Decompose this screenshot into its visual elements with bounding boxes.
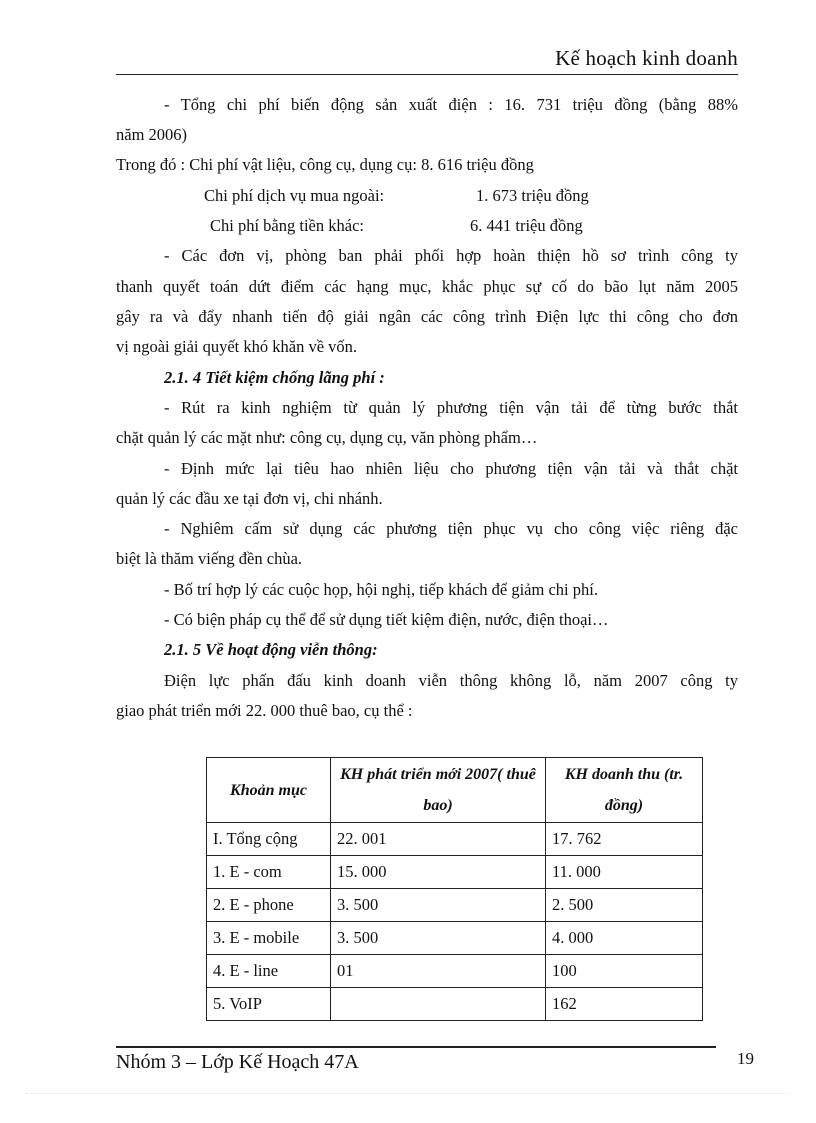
header-title: Kế hoạch kinh doanh (555, 46, 738, 70)
table-row (207, 856, 703, 889)
table-cell (331, 988, 546, 1021)
paragraph-line: chặt quản lý các mặt như: công cụ, dụng cụ, văn phòng phẩm… (116, 428, 538, 447)
paragraph-line: năm 2006) (116, 125, 188, 144)
table-cell: 2. 500 (546, 889, 703, 922)
table-cell: 162 (546, 988, 703, 1021)
table-cell: 15. 000 (331, 856, 546, 889)
table-cell: 2. E - phone (207, 889, 331, 922)
table-header-row (207, 758, 703, 823)
page-edge-divider (26, 1093, 790, 1094)
cost-label: Chi phí dịch vụ mua ngoài: (204, 186, 385, 205)
table-cell: 22. 001 (331, 823, 546, 856)
paragraph-line: Trong đó : Chi phí vật liệu, công cụ, dụng cụ: 8. 616 triệu đồng (116, 155, 534, 174)
footer-text: Nhóm 3 – Lớp Kế Hoạch 47A (116, 1051, 359, 1073)
footer-divider (116, 1046, 716, 1048)
column-header: Khoản mục (207, 758, 331, 823)
column-header: KH doanh thu (tr. đồng) (546, 758, 703, 823)
column-header: KH phát triển mới 2007( thuê bao) (331, 758, 546, 823)
paragraph-line: gây ra và đẩy nhanh tiến độ giải ngân các công trình Điện lực thi công cho đơn (116, 307, 738, 326)
paragraph-line: biệt là thăm viếng đền chùa. (116, 549, 303, 568)
table-cell: 4. E - line (207, 955, 331, 988)
table-cell: 3. E - mobile (207, 922, 331, 955)
paragraph-line: - Rút ra kinh nghiệm từ quản lý phương tiện vận tải để từng bước thắt (164, 398, 738, 417)
table-cell: 17. 762 (546, 823, 703, 856)
table-row (207, 988, 703, 1021)
table-row (207, 823, 703, 856)
paragraph-line: - Bố trí hợp lý các cuộc họp, hội nghị, tiếp khách để giảm chi phí. (164, 580, 598, 599)
table-cell: 11. 000 (546, 856, 703, 889)
paragraph-line: giao phát triển mới 22. 000 thuê bao, cụ thể : (116, 701, 413, 720)
table-row (207, 922, 703, 955)
telecom-plan-table (206, 757, 703, 1021)
header-divider (116, 74, 738, 75)
paragraph-line: Điện lực phấn đấu kinh doanh viễn thông không lỗ, năm 2007 công ty (164, 671, 738, 690)
paragraph-line: quản lý các đầu xe tại đơn vị, chi nhánh. (116, 489, 383, 508)
section-heading: 2.1. 4 Tiết kiệm chống lãng phí : (164, 368, 385, 387)
table-cell: 3. 500 (331, 922, 546, 955)
cost-value: 1. 673 triệu đồng (476, 186, 589, 205)
paragraph-line: - Các đơn vị, phòng ban phải phối hợp hoàn thiện hồ sơ trình công ty (164, 246, 738, 265)
cost-label: Chi phí bằng tiền khác: (210, 216, 364, 235)
table-cell: 1. E - com (207, 856, 331, 889)
page-number: 19 (737, 1049, 754, 1068)
paragraph-line: thanh quyết toán dứt điểm các hạng mục, khắc phục sự cố do bão lụt năm 2005 (116, 277, 738, 296)
paragraph-line: - Định mức lại tiêu hao nhiên liệu cho phương tiện vận tải và thắt chặt (164, 459, 738, 478)
paragraph-line: - Tổng chi phí biến động sản xuất điện : 16. 731 triệu đồng (bằng 88% (164, 95, 738, 114)
cost-value: 6. 441 triệu đồng (470, 216, 583, 235)
table-cell: I. Tổng cộng (207, 823, 331, 856)
table-cell: 01 (331, 955, 546, 988)
table-row (207, 955, 703, 988)
table-row (207, 889, 703, 922)
paragraph-line: - Nghiêm cấm sử dụng các phương tiện phục vụ cho công việc riêng đặc (164, 519, 738, 538)
table-cell: 100 (546, 955, 703, 988)
paragraph-line: vị ngoài giải quyết khó khăn về vốn. (116, 337, 358, 356)
table-cell: 3. 500 (331, 889, 546, 922)
table-cell: 4. 000 (546, 922, 703, 955)
paragraph-line: - Có biện pháp cụ thể để sử dụng tiết kiệm điện, nước, điện thoại… (164, 610, 609, 629)
section-heading: 2.1. 5 Về hoạt động viễn thông: (164, 640, 378, 659)
table-cell: 5. VoIP (207, 988, 331, 1021)
